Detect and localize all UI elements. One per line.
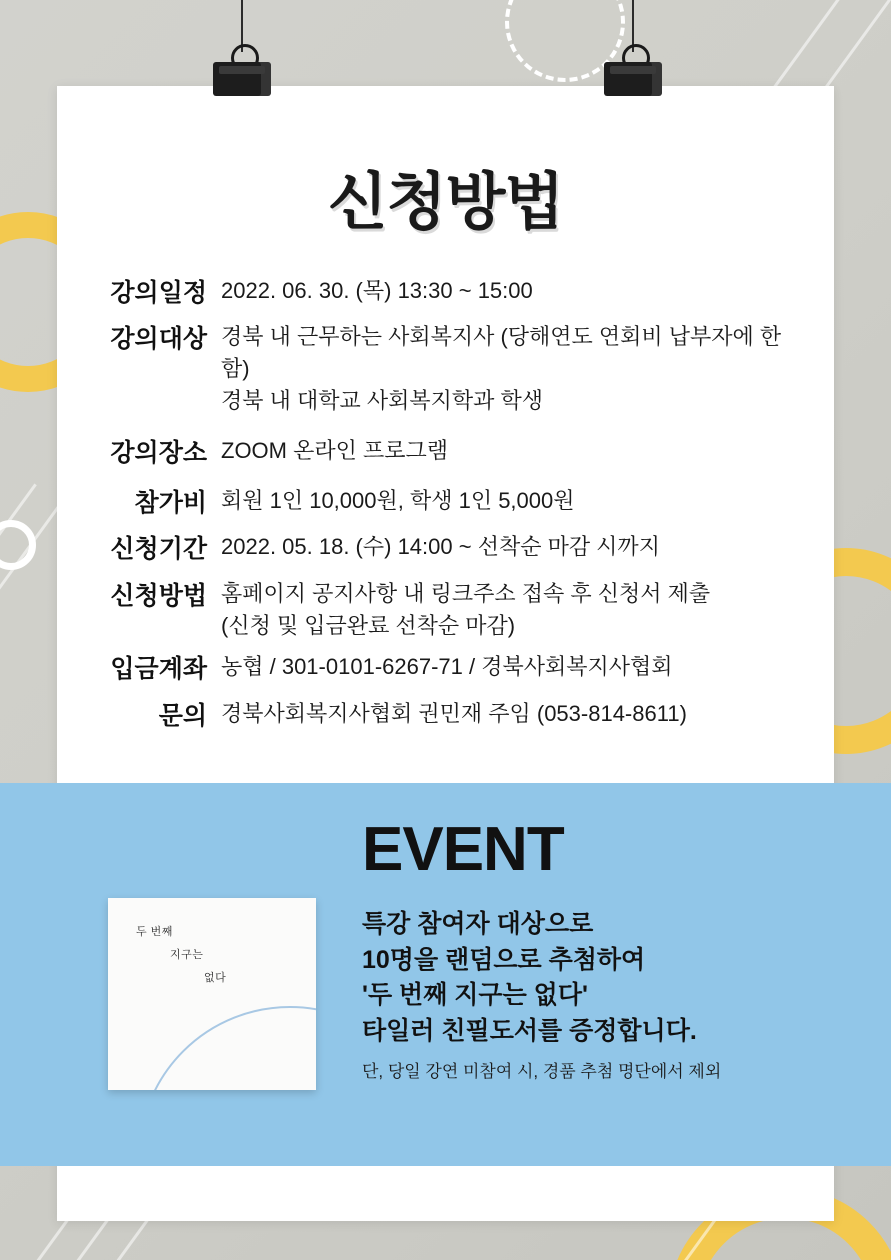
info-label: 입금계좌 bbox=[110, 655, 207, 684]
event-section bbox=[0, 783, 891, 1166]
event-text-block bbox=[362, 815, 862, 1082]
info-label: 신청방법 bbox=[110, 581, 207, 610]
info-label: 신청기간 bbox=[110, 535, 207, 564]
info-value: ZOOM 온라인 프로그램 bbox=[221, 437, 448, 463]
info-value bbox=[221, 321, 800, 417]
info-list bbox=[57, 275, 834, 734]
book-cover-image bbox=[108, 898, 316, 1090]
clip-body bbox=[213, 62, 271, 96]
event-title: EVENT bbox=[362, 815, 564, 884]
info-label: 강의일정 bbox=[110, 279, 207, 307]
info-row-place bbox=[79, 435, 800, 471]
book-cover-line3: 없다 bbox=[204, 972, 227, 984]
info-row-account bbox=[79, 651, 800, 687]
book-cover-line2: 지구는 bbox=[170, 949, 204, 961]
book-cover-arc bbox=[138, 1006, 316, 1090]
info-value bbox=[221, 578, 800, 642]
event-line-3: '두 번째 지구는 없다' bbox=[362, 981, 588, 1009]
info-row-audience bbox=[79, 321, 800, 417]
info-value: 2022. 05. 18. (수) 14:00 ~ 선착순 마감 시까지 bbox=[221, 534, 660, 560]
info-value: 회원 1인 10,000원, 학생 1인 5,000원 bbox=[221, 488, 575, 514]
info-value-line2: (신청 및 입금완료 선착순 마감) bbox=[221, 612, 516, 638]
event-line-2: 10명을 랜덤으로 추첨하여 bbox=[362, 945, 646, 974]
clip-body bbox=[604, 62, 662, 96]
info-row-schedule bbox=[79, 275, 800, 311]
info-label: 강의장소 bbox=[110, 438, 207, 467]
info-label: 참가비 bbox=[134, 489, 207, 518]
info-label: 강의대상 bbox=[110, 325, 207, 354]
info-value-line2: 경북 내 대학교 사회복지학과 학생 bbox=[221, 388, 543, 414]
info-row-contact bbox=[79, 698, 800, 734]
info-value: 농협 / 301-0101-6267-71 / 경북사회복지사협회 bbox=[221, 654, 673, 680]
info-row-method bbox=[79, 578, 800, 642]
event-note: 단, 당일 강연 미참여 시, 경품 추첨 명단에서 제외 bbox=[362, 1062, 722, 1081]
info-label: 문의 bbox=[158, 701, 207, 730]
event-line-1: 특강 참여자 대상으로 bbox=[362, 910, 594, 938]
page-title: 신청방법 bbox=[327, 168, 564, 237]
info-value-line1: 경북 내 근무하는 사회복지사 (당해연도 연회비 납부자에 한함) bbox=[221, 324, 782, 382]
info-value: 2022. 06. 30. (목) 13:30 ~ 15:00 bbox=[221, 278, 533, 303]
info-value-line1: 홈페이지 공지사항 내 링크주소 접속 후 신청서 제출 bbox=[221, 580, 711, 606]
binder-clip-right bbox=[604, 44, 662, 100]
info-row-period bbox=[79, 531, 800, 567]
info-row-fee bbox=[79, 485, 800, 521]
book-cover-line1: 두 번째 bbox=[136, 926, 173, 938]
event-line-4: 타일러 친필도서를 증정합니다. bbox=[362, 1016, 697, 1045]
binder-clip-left bbox=[213, 44, 271, 100]
info-value: 경북사회복지사협회 권민재 주임 (053-814-8611) bbox=[221, 700, 687, 726]
